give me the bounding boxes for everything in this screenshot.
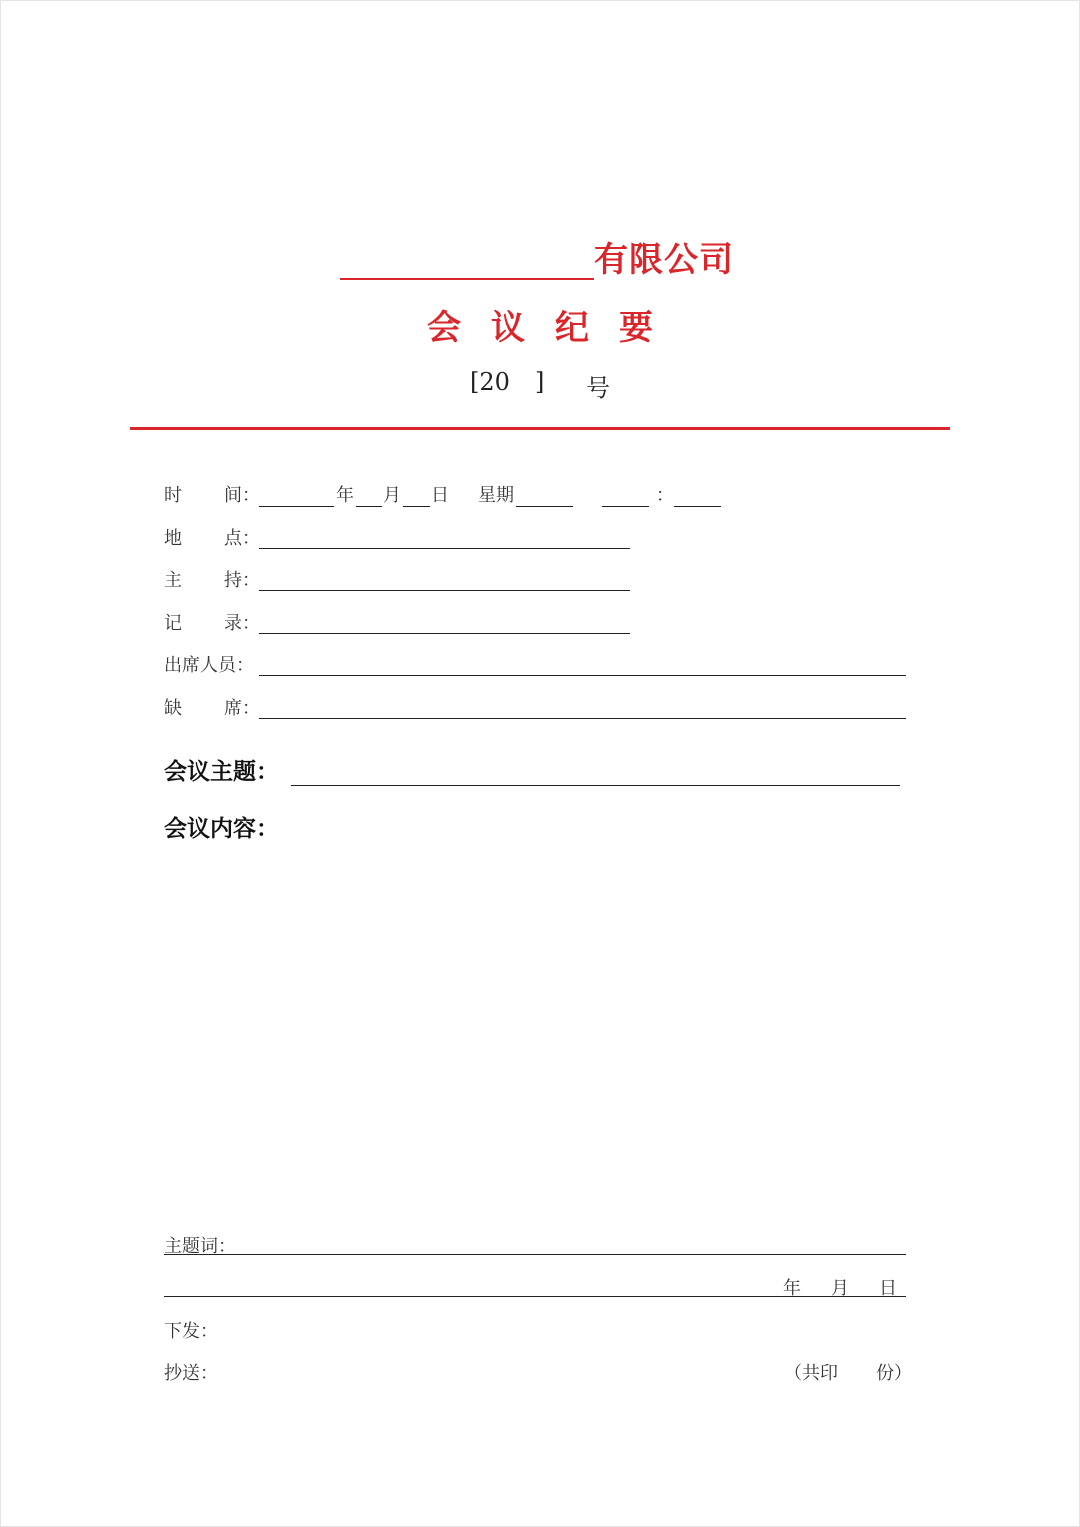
- minute-blank[interactable]: [674, 484, 721, 507]
- meeting-content-label: 会议内容：: [164, 816, 279, 842]
- time-label: 时 间：: [164, 485, 260, 506]
- weekday-label: 星期: [478, 485, 514, 506]
- red-header-rule: [130, 427, 950, 430]
- place-label: 地 点：: [164, 528, 260, 549]
- company-name-suffix: 有限公司: [594, 240, 734, 280]
- meeting-topic-field[interactable]: [291, 763, 900, 786]
- day-blank[interactable]: [403, 484, 430, 507]
- document-number-prefix: [20: [470, 368, 510, 396]
- attendees-field[interactable]: [259, 653, 906, 676]
- keywords-rule: [164, 1254, 906, 1255]
- month-blank[interactable]: [356, 484, 382, 507]
- meeting-topic-label: 会议主题：: [164, 759, 279, 785]
- recorder-field[interactable]: [259, 611, 630, 634]
- day-label: 日: [431, 485, 449, 506]
- recorder-label: 记 录：: [164, 613, 260, 634]
- footer-date-rule: [164, 1296, 906, 1297]
- document-number-bracket: ]: [535, 368, 545, 396]
- document-title: 会议纪要: [427, 308, 683, 348]
- weekday-blank[interactable]: [516, 484, 573, 507]
- year-label: 年: [336, 485, 354, 506]
- hour-blank[interactable]: [602, 484, 649, 507]
- footer-day-label: 日: [879, 1278, 897, 1299]
- company-name-row: [340, 232, 734, 280]
- issue-label: 下发：: [164, 1321, 218, 1342]
- place-field[interactable]: [259, 526, 630, 549]
- company-name-blank[interactable]: [340, 238, 594, 280]
- copies-suffix: 份）: [876, 1363, 912, 1384]
- month-label: 月: [383, 485, 401, 506]
- year-blank[interactable]: [259, 484, 334, 507]
- copies-prefix: （共印: [784, 1363, 838, 1384]
- footer-year-label: 年: [783, 1278, 801, 1299]
- footer-month-label: 月: [831, 1278, 849, 1299]
- document-number-suffix: 号: [586, 374, 610, 402]
- keywords-label: 主题词：: [164, 1236, 236, 1257]
- host-field[interactable]: [259, 568, 630, 591]
- attendees-label: 出席人员：: [164, 655, 254, 676]
- host-label: 主 持：: [164, 570, 260, 591]
- keywords-field[interactable]: [230, 1232, 906, 1254]
- absent-field[interactable]: [259, 696, 906, 719]
- cc-label: 抄送：: [164, 1363, 218, 1384]
- time-colon: ：: [656, 485, 674, 506]
- meeting-content-area[interactable]: [164, 856, 906, 1216]
- absent-label: 缺 席：: [164, 698, 260, 719]
